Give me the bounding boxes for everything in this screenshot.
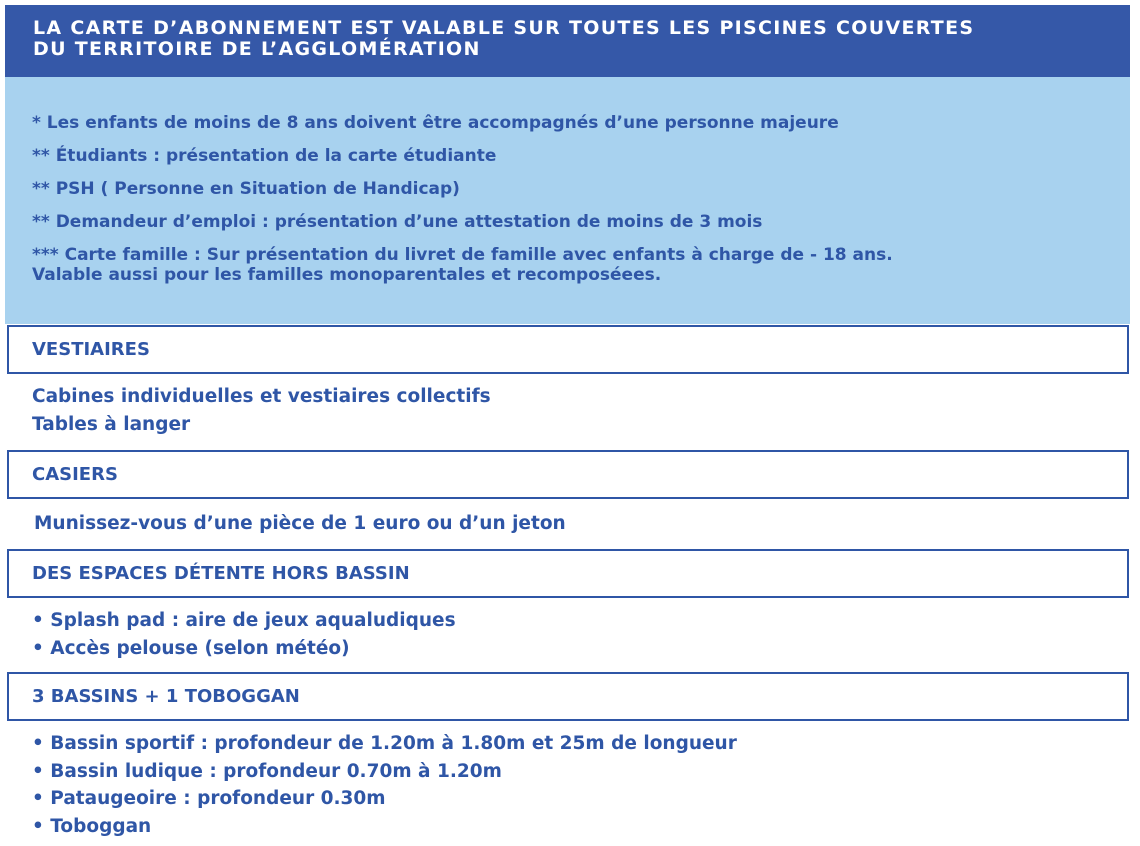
note-students: ** Étudiants : présentation de la carte étudiante	[32, 146, 497, 166]
section-header-vestiaires: VESTIAIRES	[7, 325, 1129, 374]
note-children: * Les enfants de moins de 8 ans doivent être accompagnés d’une personne majeure	[32, 113, 839, 133]
note-psh: ** PSH ( Personne en Situation de Handicap)	[32, 179, 460, 199]
vestiaires-content	[32, 383, 491, 438]
vestiaires-line: Cabines individuelles et vestiaires collectifs	[32, 386, 491, 407]
note-family-line-2: Valable aussi pour les familles monoparentales et recomposéees.	[32, 265, 662, 285]
note-family-card	[32, 245, 1130, 285]
bassins-content	[32, 730, 737, 840]
note-job-seekers: ** Demandeur d’emploi : présentation d’une attestation de moins de 3 mois	[32, 212, 763, 232]
section-header-casiers: CASIERS	[7, 450, 1129, 499]
bassins-line: • Toboggan	[32, 815, 152, 837]
banner-line-1: LA CARTE D’ABONNEMENT EST VALABLE SUR TOUTES LES PISCINES COUVERTES	[33, 17, 975, 39]
conditions-notes	[5, 77, 1130, 324]
vestiaires-line: Tables à langer	[32, 413, 191, 435]
section-header-detente: DES ESPACES DÉTENTE HORS BASSIN	[7, 549, 1129, 598]
bassins-line: • Bassin ludique : profondeur 0.70m à 1.20m	[32, 760, 502, 782]
note-family-line-1: *** Carte famille : Sur présentation du livret de famille avec enfants à charge de - 18 ans.	[32, 245, 893, 265]
detente-line: • Accès pelouse (selon météo)	[32, 637, 350, 659]
section-header-bassins: 3 BASSINS + 1 TOBOGGAN	[7, 672, 1129, 721]
bassins-line: • Pataugeoire : profondeur 0.30m	[32, 788, 386, 809]
detente-content	[32, 607, 456, 662]
casiers-line: Munissez-vous d’une pièce de 1 euro ou d’un jeton	[34, 513, 566, 534]
casiers-content	[34, 510, 566, 538]
detente-line: • Splash pad : aire de jeux aqualudiques	[32, 610, 456, 631]
subscription-banner	[5, 5, 1130, 77]
banner-line-2: DU TERRITOIRE DE L’AGGLOMÉRATION	[33, 38, 481, 60]
bassins-line: • Bassin sportif : profondeur de 1.20m à 1.80m et 25m de longueur	[32, 733, 737, 754]
